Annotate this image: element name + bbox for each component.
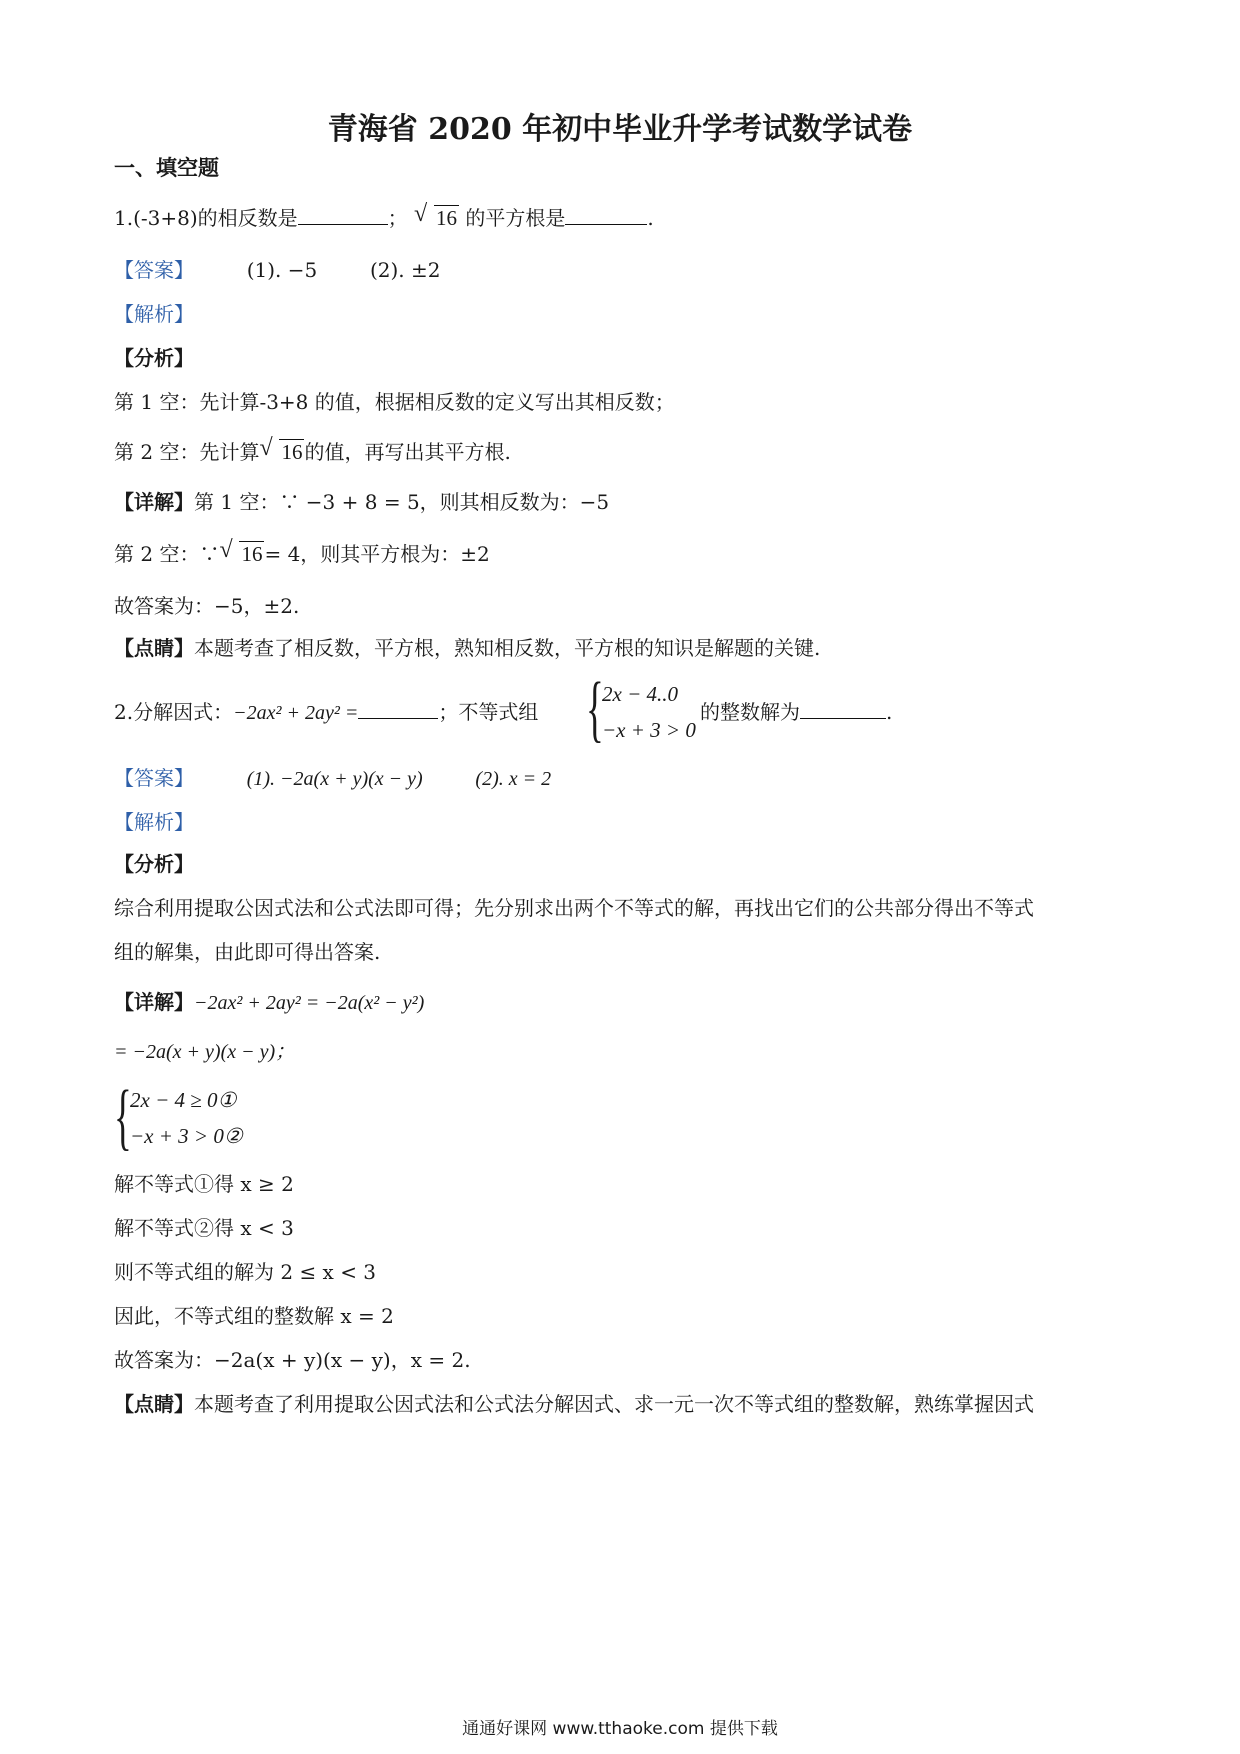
q2-prefix: 2.分解因式：	[114, 700, 234, 724]
fenxi-tag: 【分析】	[114, 346, 194, 370]
question-2	[114, 700, 538, 725]
page-title: 青海省 2020 年初中毕业升学考试数学试卷	[327, 112, 913, 147]
q1-conclusion: 故答案为：−5，±2.	[114, 594, 300, 618]
q2-suffix: 的整数解为	[700, 700, 800, 724]
q2-fenxi-2: 组的解集，由此即可得出答案.	[114, 940, 381, 964]
q1-point-text: 本题考查了相反数，平方根，熟知相反数，平方根的知识是解题的关键.	[194, 636, 821, 660]
q1-prefix: 1.(-3+8)的相反数是	[114, 206, 298, 230]
detail-tag: 【详解】	[114, 990, 194, 1014]
q2-sys2-1: 2x − 4 ≥ 0①	[130, 1088, 237, 1112]
q1-radicand: 16	[436, 206, 458, 230]
q2-detail-1	[114, 990, 424, 1015]
q2-conclusion: 故答案为：−2a(x + y)(x − y)，x = 2.	[114, 1348, 471, 1372]
q2-step-4: 因此，不等式组的整数解 x = 2	[114, 1304, 394, 1328]
q1-suffix: 的平方根是	[465, 206, 566, 230]
q2-point-text: 本题考查了利用提取公因式法和公式法分解因式、求一元一次不等式组的整数解，熟练掌握因式	[194, 1392, 1034, 1416]
q1-detail-1	[114, 490, 609, 514]
q1-fenxi-radicand: 16	[281, 440, 303, 464]
q2-answer-2: (2). x = 2	[475, 768, 552, 790]
detail-tag: 【详解】	[114, 490, 194, 514]
q1-detail-2-pre: 第 2 空：∵	[114, 542, 220, 566]
q1-fenxi-2-pre: 第 2 空：先计算	[114, 440, 260, 464]
q1-end: .	[647, 206, 654, 230]
q2-detail-1-text: −2ax² + 2ay² = −2a(x² − y²)	[194, 992, 425, 1014]
q2-mid: ；不等式组	[438, 700, 539, 724]
q2-blank-1	[358, 700, 438, 719]
q1-detail-sqrt: √ 16	[219, 537, 263, 566]
q1-fenxi-sqrt: √ 16	[259, 435, 303, 464]
brace-icon: {	[586, 668, 604, 750]
q2-sys-2: −x + 3 > 0	[602, 718, 696, 742]
q2-step-1: 解不等式①得 x ≥ 2	[114, 1172, 294, 1196]
q2-point	[114, 1392, 1034, 1416]
q1-detail-radicand: 16	[241, 542, 263, 566]
q2-end: .	[886, 700, 893, 724]
q1-fenxi-2-post: 的值，再写出其平方根.	[304, 440, 511, 464]
q1-answer	[114, 258, 441, 282]
q2-suffix-line	[700, 700, 892, 724]
q2-expr: −2ax² + 2ay² =	[233, 702, 359, 724]
q2-inequality-system	[586, 668, 706, 752]
q2-blank-2	[800, 700, 886, 719]
fenxi-tag: 【分析】	[114, 852, 194, 876]
q2-step-3: 则不等式组的解为 2 ≤ x < 3	[114, 1260, 377, 1284]
q1-blank-2	[565, 206, 647, 225]
question-1	[114, 201, 654, 231]
q1-answer-2: (2). ±2	[369, 258, 441, 282]
q1-fenxi-1: 第 1 空：先计算-3+8 的值，根据相反数的定义写出其相反数；	[114, 390, 675, 414]
q2-step-2: 解不等式②得 x < 3	[114, 1216, 294, 1240]
q1-fenxi-2	[114, 435, 511, 465]
q2-answer	[114, 766, 551, 791]
q2-fenxi-1: 综合利用提取公因式法和公式法即可得；先分别求出两个不等式的解，再找出它们的公共部分得出不等式	[114, 896, 1034, 920]
point-tag: 【点睛】	[114, 636, 194, 660]
point-tag: 【点睛】	[114, 1392, 194, 1416]
answer-tag: 【答案】	[114, 258, 194, 282]
page-footer: 通通好课网 www.tthaoke.com 提供下载	[462, 1719, 778, 1739]
brace-icon: {	[114, 1076, 132, 1158]
q2-detail-system	[114, 1076, 314, 1160]
q1-sqrt: √ 16	[414, 201, 458, 230]
analysis-tag: 【解析】	[114, 810, 194, 834]
q2-answer-1: (1). −2a(x + y)(x − y)	[246, 768, 423, 790]
q1-point	[114, 636, 820, 660]
q2-sys-1: 2x − 4..0	[602, 682, 678, 706]
q2-detail-2: = −2a(x + y)(x − y)；	[114, 1041, 296, 1063]
q2-sys2-2: −x + 3 > 0②	[130, 1124, 243, 1148]
answer-tag: 【答案】	[114, 766, 194, 790]
q1-detail-1-text: 第 1 空：∵ −3 + 8 = 5，则其相反数为：−5	[194, 490, 610, 514]
q1-detail-2-post: = 4，则其平方根为：±2	[264, 542, 490, 566]
analysis-tag: 【解析】	[114, 302, 194, 326]
q1-mid: ；	[387, 206, 408, 230]
q1-blank-1	[298, 206, 388, 225]
q1-answer-1: (1). −5	[246, 258, 318, 282]
q1-detail-2	[114, 537, 490, 567]
section-heading: 一、填空题	[114, 155, 219, 180]
